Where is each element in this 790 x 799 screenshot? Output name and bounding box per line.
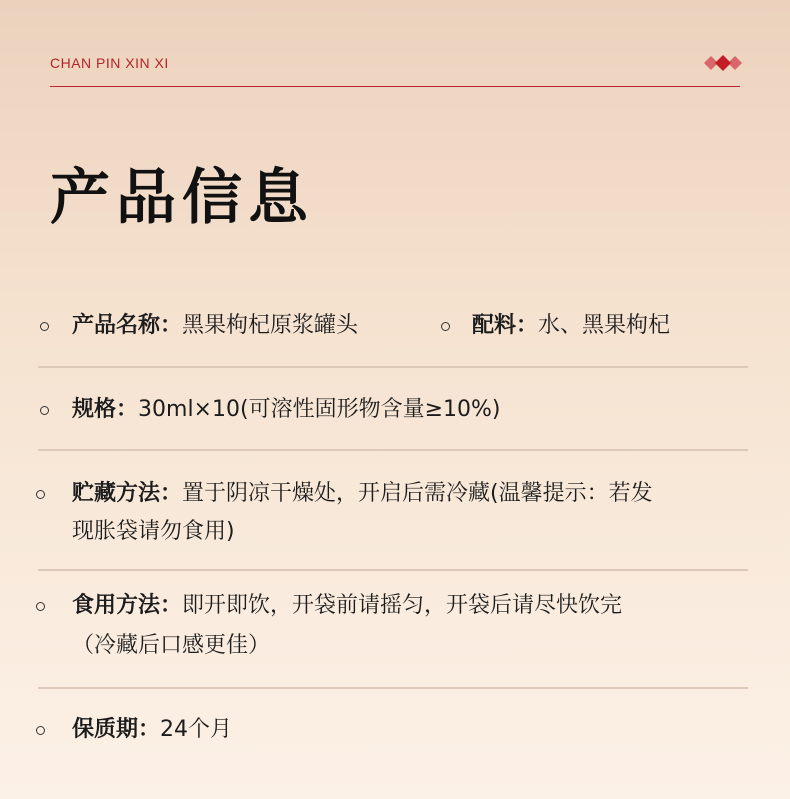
row-divider — [38, 366, 748, 368]
bullet-icon — [36, 490, 45, 499]
red-diamond-logo-icon — [704, 54, 742, 72]
ingredients-value: 水、黑果枸杞 — [538, 313, 671, 338]
row-divider — [38, 449, 748, 451]
ingredients-label: 配料： — [472, 313, 539, 338]
bullet-icon — [36, 726, 45, 735]
bullet-icon — [441, 322, 450, 331]
spec-value: 30ml×10(可溶性固形物含量≥10%) — [138, 397, 501, 422]
row-divider — [38, 569, 748, 571]
storage-label: 贮藏方法： — [72, 481, 183, 506]
shelf-life-label: 保质期： — [72, 717, 161, 742]
usage-value: 即开即饮，开袋前请摇匀，开袋后请尽快饮完 — [182, 593, 623, 618]
usage-label: 食用方法： — [72, 593, 183, 618]
storage-value: 置于阴凉干燥处，开启后需冷藏(温馨提示：若发 — [182, 481, 653, 506]
header-divider — [50, 86, 740, 87]
usage-value-line2: （冷藏后口感更佳） — [72, 633, 271, 658]
spec-label: 规格： — [72, 397, 139, 422]
product-name-value: 黑果枸杞原浆罐头 — [182, 313, 359, 338]
bullet-icon — [40, 406, 49, 415]
bullet-icon — [36, 602, 45, 611]
storage-value-line2: 现胀袋请勿食用) — [72, 519, 235, 544]
shelf-life-value: 24个月 — [160, 717, 233, 742]
product-name-label: 产品名称： — [72, 313, 183, 338]
row-divider — [38, 687, 748, 689]
header-pinyin: CHAN PIN XIN XI — [50, 55, 169, 71]
bullet-icon — [40, 322, 49, 331]
page-title: 产品信息 — [50, 163, 314, 233]
